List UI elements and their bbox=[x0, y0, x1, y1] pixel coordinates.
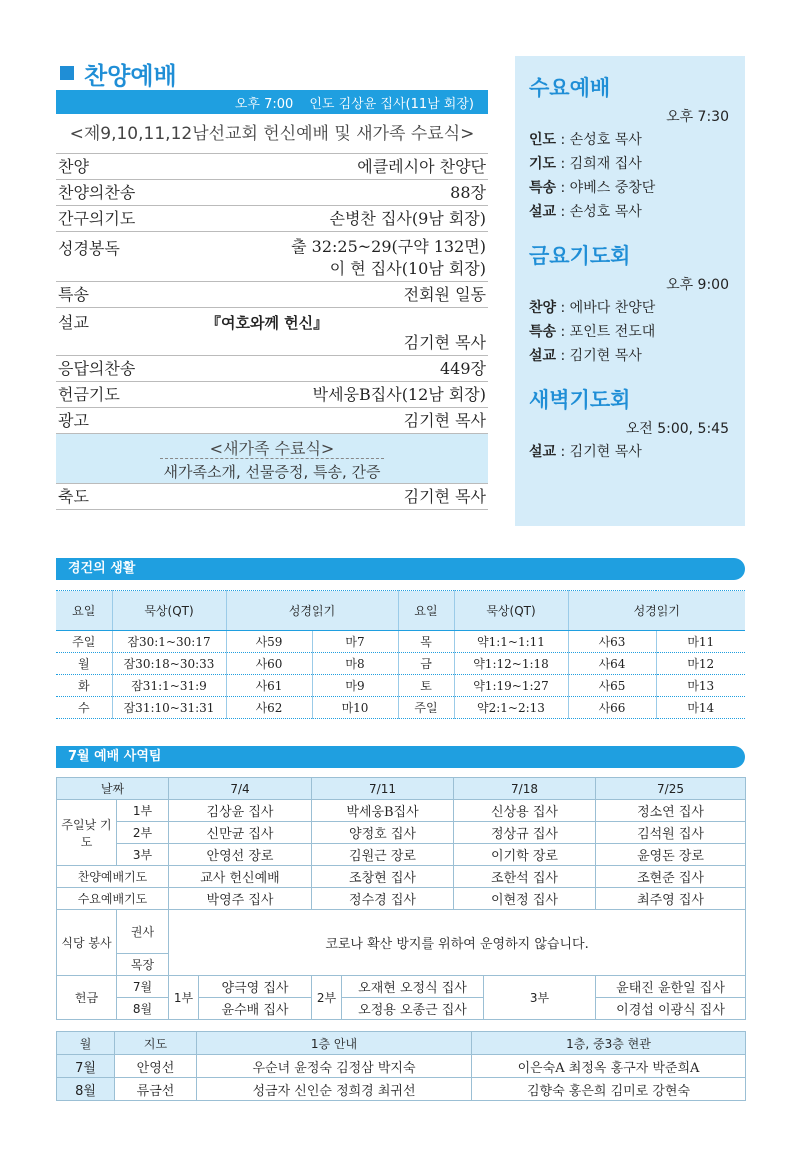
program-row bbox=[56, 154, 488, 180]
friday-item: 찬양 : 에바다 찬양단 bbox=[529, 300, 656, 316]
program-label: 설교 bbox=[58, 313, 89, 332]
praise-worship-title: 찬양예배 bbox=[84, 61, 177, 90]
dawn-title: 새벽기도회 bbox=[529, 388, 631, 412]
wednesday-item: 기도 : 김희재 집사 bbox=[529, 156, 642, 172]
table-row: 주일낮 기도 1부 김상윤 집사 박세웅B집사 신상용 집사 정소연 집사 bbox=[57, 800, 746, 822]
program-row bbox=[56, 356, 488, 382]
praise-worship-heading bbox=[56, 56, 488, 90]
table-row: 찬양예배기도 교사 헌신예배 조창현 집사 조한석 집사 조현준 집사 bbox=[57, 866, 746, 888]
dining-note: 코로나 확산 방지를 위하여 운영하지 않습니다. bbox=[169, 910, 746, 976]
program-row bbox=[56, 282, 488, 308]
square-bullet-icon bbox=[60, 66, 74, 80]
devotion-header: 경건의 생활 bbox=[56, 558, 745, 580]
table-row: 수요예배기도 박영주 집사 정수경 집사 이현정 집사 최주영 집사 bbox=[57, 888, 746, 910]
table-row: 수 잠31:10~31:31 사62 마10 주일 약2:1~2:13 사66 마14 bbox=[56, 697, 745, 719]
col-day: 요일 bbox=[56, 591, 112, 631]
table-row: 목장 bbox=[57, 954, 746, 976]
wednesday-item: 인도 : 손성호 목사 bbox=[529, 132, 642, 148]
friday-title: 금요기도회 bbox=[529, 244, 631, 268]
worship-leader: 인도 김상윤 집사(11남 회장) bbox=[309, 96, 474, 112]
weekly-services-panel bbox=[515, 56, 745, 526]
benediction-row bbox=[56, 484, 488, 510]
wednesday-item: 특송 : 야베스 중창단 bbox=[529, 180, 656, 196]
friday-item: 설교 : 김기현 목사 bbox=[529, 348, 642, 364]
program-label: 광고 bbox=[58, 411, 89, 430]
program-value: 김기현 목사 bbox=[403, 487, 486, 506]
worship-subtitle: <제9,10,11,12남선교회 헌신예배 및 새가족 수료식> bbox=[56, 114, 488, 154]
table-row: 2부 신만균 집사 양정호 집사 정상규 집사 김석원 집사 bbox=[57, 822, 746, 844]
col-reading: 성경읽기 bbox=[226, 591, 398, 631]
col-day: 요일 bbox=[398, 591, 454, 631]
program-value: 박세웅B집사(12남 회장) bbox=[312, 385, 486, 404]
devotion-table bbox=[56, 590, 745, 719]
new-family-graduation bbox=[56, 434, 488, 484]
program-value: 전회원 일동 bbox=[403, 285, 486, 304]
table-row: 월 잠30:18~30:33 사60 마8 금 약1:12~1:18 사64 마12 bbox=[56, 653, 745, 675]
table-row: 3부 안영선 장로 김원근 장로 이기학 장로 윤영돈 장로 bbox=[57, 844, 746, 866]
program-label: 성경봉독 bbox=[58, 239, 120, 258]
table-row: 식당 봉사 권사 코로나 확산 방지를 위하여 운영하지 않습니다. bbox=[57, 910, 746, 954]
program-row bbox=[56, 180, 488, 206]
program-value: 손병찬 집사(9남 회장) bbox=[329, 209, 486, 228]
monthly-duty-table bbox=[56, 1031, 746, 1101]
dawn-item: 설교 : 김기현 목사 bbox=[529, 444, 642, 460]
scripture-reader: 이 현 집사(10남 회장) bbox=[329, 259, 486, 278]
service-team-header: 7월 예배 사역팀 bbox=[56, 746, 745, 768]
new-family-detail: 새가족소개, 선물증정, 특송, 간증 bbox=[163, 463, 381, 481]
program-value: 449장 bbox=[440, 359, 486, 378]
table-row: 화 잠31:1~31:9 사61 마9 토 약1:19~1:27 사65 마13 bbox=[56, 675, 745, 697]
worship-time-bar bbox=[56, 90, 488, 114]
service-team-table bbox=[56, 777, 746, 1020]
wednesday-title: 수요예배 bbox=[529, 76, 611, 100]
program-label: 응답의찬송 bbox=[58, 359, 136, 378]
program-label: 찬양 bbox=[58, 157, 89, 176]
table-row: 월 지도 1층 안내 1층, 중3층 현관 bbox=[57, 1032, 746, 1055]
worship-time: 오후 7:00 bbox=[234, 96, 294, 112]
sermon-row bbox=[56, 308, 488, 356]
program-row bbox=[56, 408, 488, 434]
scripture-passage: 출 32:25~29(구약 132면) bbox=[291, 237, 486, 256]
program-row bbox=[56, 382, 488, 408]
table-row: 8월 윤수배 집사 오정용 오종근 집사 이경섭 이광식 집사 bbox=[57, 998, 746, 1020]
sermon-title: 『여호와께 헌신』 bbox=[206, 314, 329, 332]
program-value: 김기현 목사 bbox=[403, 411, 486, 430]
program-label: 찬양의찬송 bbox=[58, 183, 136, 202]
wednesday-item: 설교 : 손성호 목사 bbox=[529, 204, 642, 220]
friday-item: 특송 : 포인트 전도대 bbox=[529, 324, 656, 340]
table-row: 7월 안영선 우순녀 윤정숙 김정삼 박지숙 이은숙A 최정옥 홍구자 박준희A bbox=[57, 1055, 746, 1078]
col-qt: 묵상(QT) bbox=[112, 591, 226, 631]
new-family-heading: <새가족 수료식> bbox=[160, 439, 385, 459]
program-row bbox=[56, 206, 488, 232]
friday-time: 오후 9:00 bbox=[666, 277, 729, 293]
wednesday-time: 오후 7:30 bbox=[666, 109, 729, 125]
table-row: 날짜 7/4 7/11 7/18 7/25 bbox=[57, 778, 746, 800]
program-value: 88장 bbox=[450, 183, 486, 202]
program-value: 에클레시아 찬양단 bbox=[357, 157, 486, 176]
table-row: 8월 류금선 성금자 신인순 정희경 최귀선 김향숙 홍은희 김미로 강현숙 bbox=[57, 1078, 746, 1101]
dawn-time: 오전 5:00, 5:45 bbox=[625, 421, 729, 437]
table-row: 헌금 7월 1부 양극영 집사 2부 오재현 오정식 집사 3부 윤태진 윤한일 집사 bbox=[57, 976, 746, 998]
program-label: 간구의기도 bbox=[58, 209, 136, 228]
scripture-row bbox=[56, 232, 488, 282]
col-qt: 묵상(QT) bbox=[454, 591, 568, 631]
praise-worship-program bbox=[56, 56, 488, 510]
table-row: 주일 잠30:1~30:17 사59 마7 목 약1:1~1:11 사63 마11 bbox=[56, 631, 745, 653]
program-label: 특송 bbox=[58, 285, 89, 304]
col-reading: 성경읽기 bbox=[568, 591, 745, 631]
program-label: 헌금기도 bbox=[58, 385, 120, 404]
program-label: 축도 bbox=[58, 487, 89, 506]
sermon-preacher: 김기현 목사 bbox=[403, 333, 486, 352]
